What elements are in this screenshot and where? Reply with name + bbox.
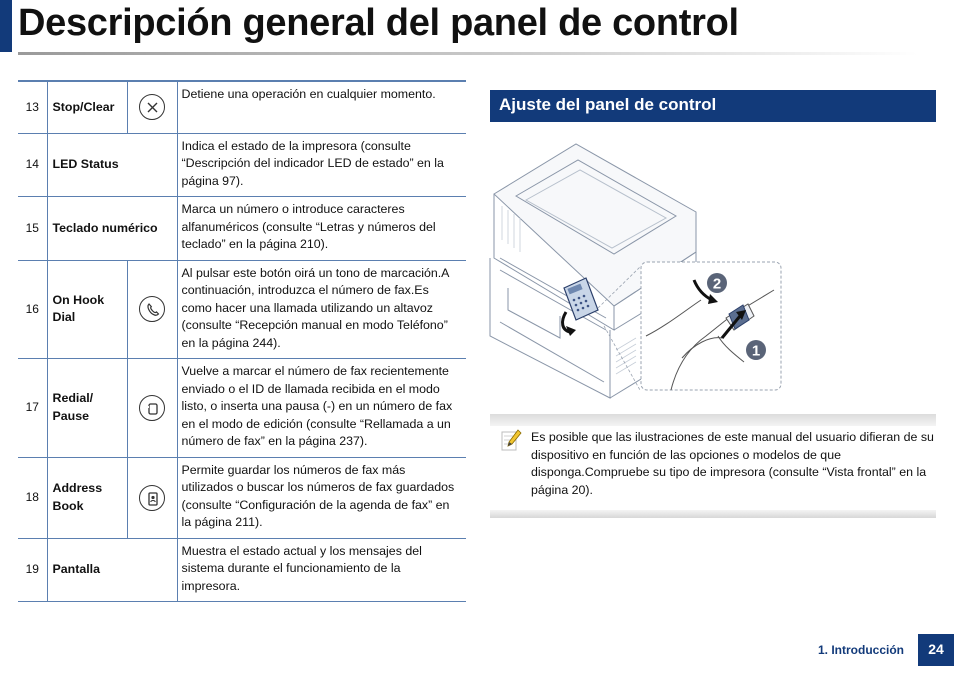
row-description: Al pulsar este botón oirá un tono de marcación.A continuación, introduzca el número de fax.Es como hacer una llamada utilizando un altavoz (consulte “Recepción manual en modo Teléfono” en la página 244). <box>177 260 466 359</box>
stop-clear-icon <box>139 94 165 120</box>
table-row <box>18 359 466 458</box>
row-number: 15 <box>18 197 47 261</box>
row-name: On Hook Dial <box>47 260 128 359</box>
row-description: Muestra el estado actual y los mensajes del sistema durante el funcionamiento de la impresora. <box>177 538 466 602</box>
pencil-note-icon <box>500 428 522 459</box>
row-number: 14 <box>18 133 47 197</box>
row-number: 16 <box>18 260 47 359</box>
table-row <box>18 457 466 538</box>
row-name: Teclado numérico <box>47 197 177 261</box>
address-book-icon <box>139 485 165 511</box>
title-underline <box>18 52 918 55</box>
footer-chapter: 1. Introducción <box>818 643 905 657</box>
row-description: Permite guardar los números de fax más utilizados o buscar los números de fax guardados (consulte “Configuración de la agenda de fax” en la página 211). <box>177 457 466 538</box>
row-name: Redial/ Pause <box>47 359 128 458</box>
row-description: Indica el estado de la impresora (consulte “Descripción del indicador LED de estado” en la página 97). <box>177 133 466 197</box>
row-number: 19 <box>18 538 47 602</box>
table-row <box>18 538 466 602</box>
row-number: 18 <box>18 457 47 538</box>
section-heading: Ajuste del panel de control <box>490 90 936 122</box>
row-name: Stop/Clear <box>47 81 128 133</box>
note-box <box>490 414 936 518</box>
phone-icon <box>139 296 165 322</box>
table-row <box>18 133 466 197</box>
row-name: Pantalla <box>47 538 177 602</box>
row-name: LED Status <box>47 133 177 197</box>
row-description: Vuelve a marcar el número de fax recientemente enviado o el ID de llamada recibida en el modo listo, o inserta una pausa (-) en un número de fax en el modo de edición (consulte “Rellamada a un número de fax” en la página 237). <box>177 359 466 458</box>
page-title: Descripción general del panel de control <box>18 2 739 44</box>
title-accent-bar <box>0 0 12 52</box>
control-panel-table <box>18 80 466 602</box>
control-panel-adjust-illustration <box>486 140 786 402</box>
table-row <box>18 260 466 359</box>
callout-2: 2 <box>712 275 722 293</box>
note-text: Es posible que las ilustraciones de este manual del usuario difieran de su dispositivo en función de las opciones o modelos de que disponga.Compruebe su tipo de impresora (consulte “Vista frontal” en la página 20). <box>531 430 934 497</box>
page-number: 24 <box>918 634 954 666</box>
callout-1: 1 <box>751 342 761 360</box>
redial-pause-icon <box>139 395 165 421</box>
row-name: Address Book <box>47 457 128 538</box>
row-number: 17 <box>18 359 47 458</box>
table-row <box>18 197 466 261</box>
table-row <box>18 81 466 133</box>
row-description: Detiene una operación en cualquier momento. <box>177 81 466 133</box>
row-number: 13 <box>18 81 47 133</box>
row-description: Marca un número o introduce caracteres alfanuméricos (consulte “Letras y números del teclado” en la página 210). <box>177 197 466 261</box>
